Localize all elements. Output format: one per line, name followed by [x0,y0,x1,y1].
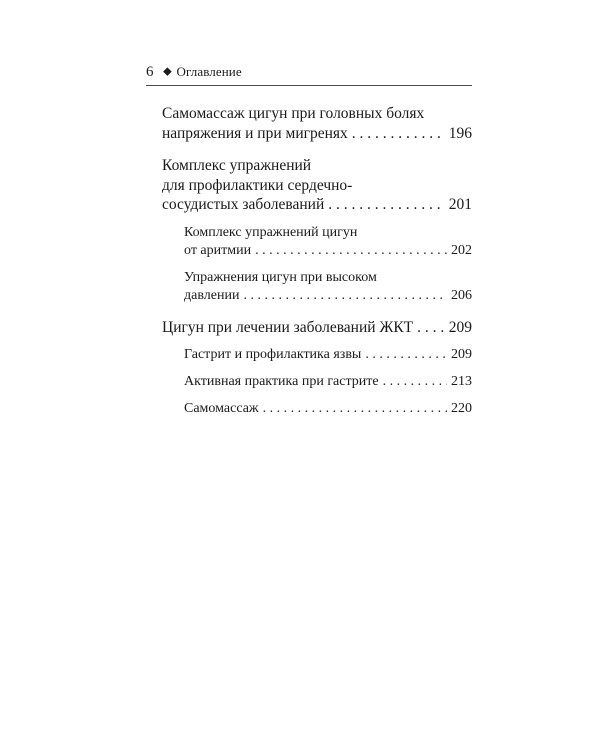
table-of-contents [162,104,472,418]
toc-entry-text: сосудистых заболеваний [162,196,325,213]
toc-entry-text: Самомассаж [184,401,259,416]
dot-leader [383,373,447,391]
dot-leader [365,346,447,364]
toc-page-number: 213 [451,374,472,389]
toc-page-number: 209 [451,347,472,362]
header-rule [146,85,472,86]
dot-leader [328,195,444,215]
diamond-ornament-icon [163,67,171,75]
toc-page-number: 201 [448,196,472,213]
page-number: 6 [146,64,154,80]
toc-entry-text: от аритмии [184,242,252,258]
toc-page-number: 202 [451,242,472,258]
toc-entry-text: Цигун при лечении заболеваний ЖКТ [162,318,414,336]
toc-entry-text: Упражнения цигун при высоком [184,269,377,285]
toc-page-number: 209 [448,318,472,336]
toc-entry-text: Комплекс упражнений [162,157,312,174]
toc-subentry[interactable] [184,346,472,364]
dot-leader [417,318,445,338]
toc-entry-text: давлении [184,287,240,303]
running-head [146,62,472,82]
toc-page-number: 220 [451,401,472,416]
dot-leader [243,287,447,305]
toc-entry-text: напряжения и при мигренях [162,124,348,142]
toc-subentry[interactable] [184,400,472,418]
dot-leader [255,242,447,260]
toc-subentry[interactable] [184,373,472,391]
toc-entry-text: Комплекс упражнений цигун [184,224,358,240]
toc-entry-text: для профилактики сердечно- [162,176,353,194]
toc-entry[interactable] [162,156,472,215]
toc-page-number: 206 [451,287,472,303]
toc-entry-text: Активная практика при гастрите [184,374,379,389]
toc-subentry[interactable] [184,224,472,260]
toc-entry[interactable] [162,318,472,338]
toc-entry[interactable] [162,104,472,143]
dot-leader [263,400,447,418]
toc-page-number: 196 [448,124,472,142]
running-head-title: Оглавление [176,64,242,79]
toc-entry-text: Гастрит и профилактика язвы [184,347,362,362]
toc-subentry[interactable] [184,269,472,305]
toc-entry-text: Самомассаж цигун при головных болях [162,105,425,122]
dot-leader [352,124,445,144]
